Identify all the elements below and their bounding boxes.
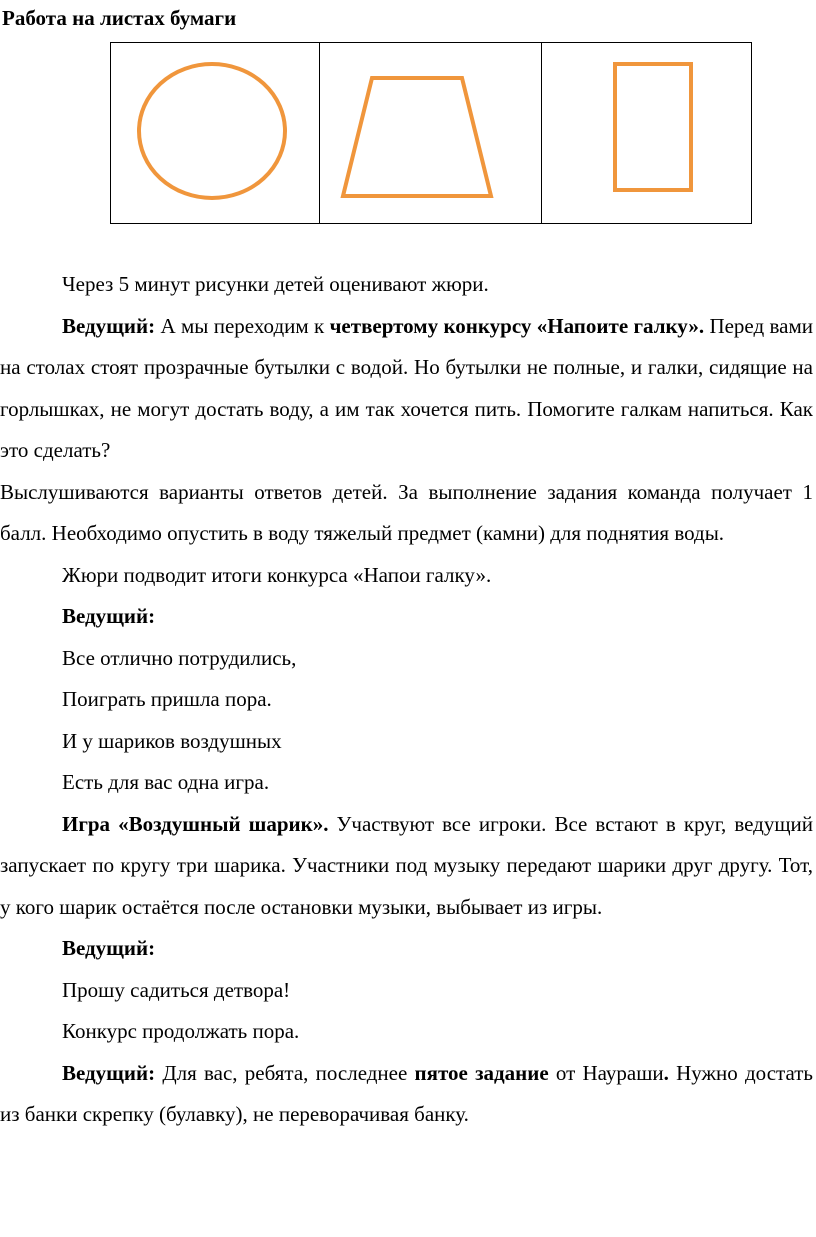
body-text bbox=[0, 264, 813, 1136]
shape-cell-trapezoid bbox=[320, 43, 542, 224]
shapes-table bbox=[110, 42, 752, 224]
trapezoid-shape-icon bbox=[320, 43, 541, 223]
section-heading: Работа на листах бумаги bbox=[2, 6, 237, 30]
poem-line: Поиграть пришла пора. bbox=[62, 687, 272, 711]
circle-shape-icon bbox=[111, 43, 319, 223]
shape-cell-circle bbox=[111, 43, 320, 224]
paragraph-fourth-contest bbox=[0, 306, 813, 472]
paragraph-results: Жюри подводит итоги конкурса «Напои галку». bbox=[62, 562, 492, 587]
shape-cell-rectangle bbox=[542, 43, 752, 224]
paragraph-text: Участвуют все игроки. Все встают в круг, ведущий запускает по кругу три шарика. Участники под музыку передают шарики друг другу. Тот, у кого шарик остаётся после остановки музыки, выбывает из игры. bbox=[0, 811, 813, 919]
paragraph-fifth-task bbox=[0, 1053, 813, 1136]
paragraph-answers: Выслушиваются варианты ответов детей. За выполнение задания команда получает 1 балл. Необходимо опустить в воду тяжелый предмет (камни) для поднятия воды. bbox=[0, 479, 813, 545]
paragraph-text: Нужно достать из банки скрепку (булавку), не переворачивая банку. bbox=[0, 1060, 813, 1126]
speaker-label bbox=[0, 596, 813, 638]
paragraph-text: от Наураши bbox=[548, 1060, 664, 1085]
poem-line: Все отлично потрудились, bbox=[62, 645, 297, 670]
paragraph-text: Перед вами на столах стоят прозрачные бутылки с водой. Но бутылки не полные, и галки, сидящие на горлышках, не могут достать воду, а им так хочется пить. Помогите галкам напиться. Как это сделать? bbox=[0, 313, 813, 462]
poem-line: Есть для вас одна игра. bbox=[62, 770, 270, 794]
speaker-label: Ведущий: bbox=[62, 1060, 156, 1085]
task-title: пятое задание bbox=[414, 1060, 549, 1085]
game-title: Игра «Воздушный шарик». bbox=[62, 811, 329, 836]
paragraph-text: А мы переходим к bbox=[155, 313, 330, 338]
poem-line: Конкурс продолжать пора. bbox=[62, 1019, 300, 1043]
poem-line: И у шариков воздушных bbox=[62, 728, 282, 753]
speaker-label: Ведущий: bbox=[62, 313, 156, 338]
paragraph-jury: Через 5 минут рисунки детей оценивают жюри. bbox=[62, 272, 489, 296]
paragraph-text: Для вас, ребята, последнее bbox=[155, 1060, 415, 1085]
bold-period: . bbox=[663, 1060, 669, 1085]
rectangle-shape-icon bbox=[542, 43, 751, 223]
speaker-label-text: Ведущий: bbox=[62, 604, 156, 628]
poem-line: Прошу садиться детвора! bbox=[62, 977, 291, 1002]
speaker-label bbox=[0, 928, 813, 970]
paragraph-balloon-game bbox=[0, 804, 813, 929]
contest-title: четвертому конкурсу «Напоите галку». bbox=[329, 313, 705, 338]
speaker-label-text: Ведущий: bbox=[62, 936, 156, 960]
